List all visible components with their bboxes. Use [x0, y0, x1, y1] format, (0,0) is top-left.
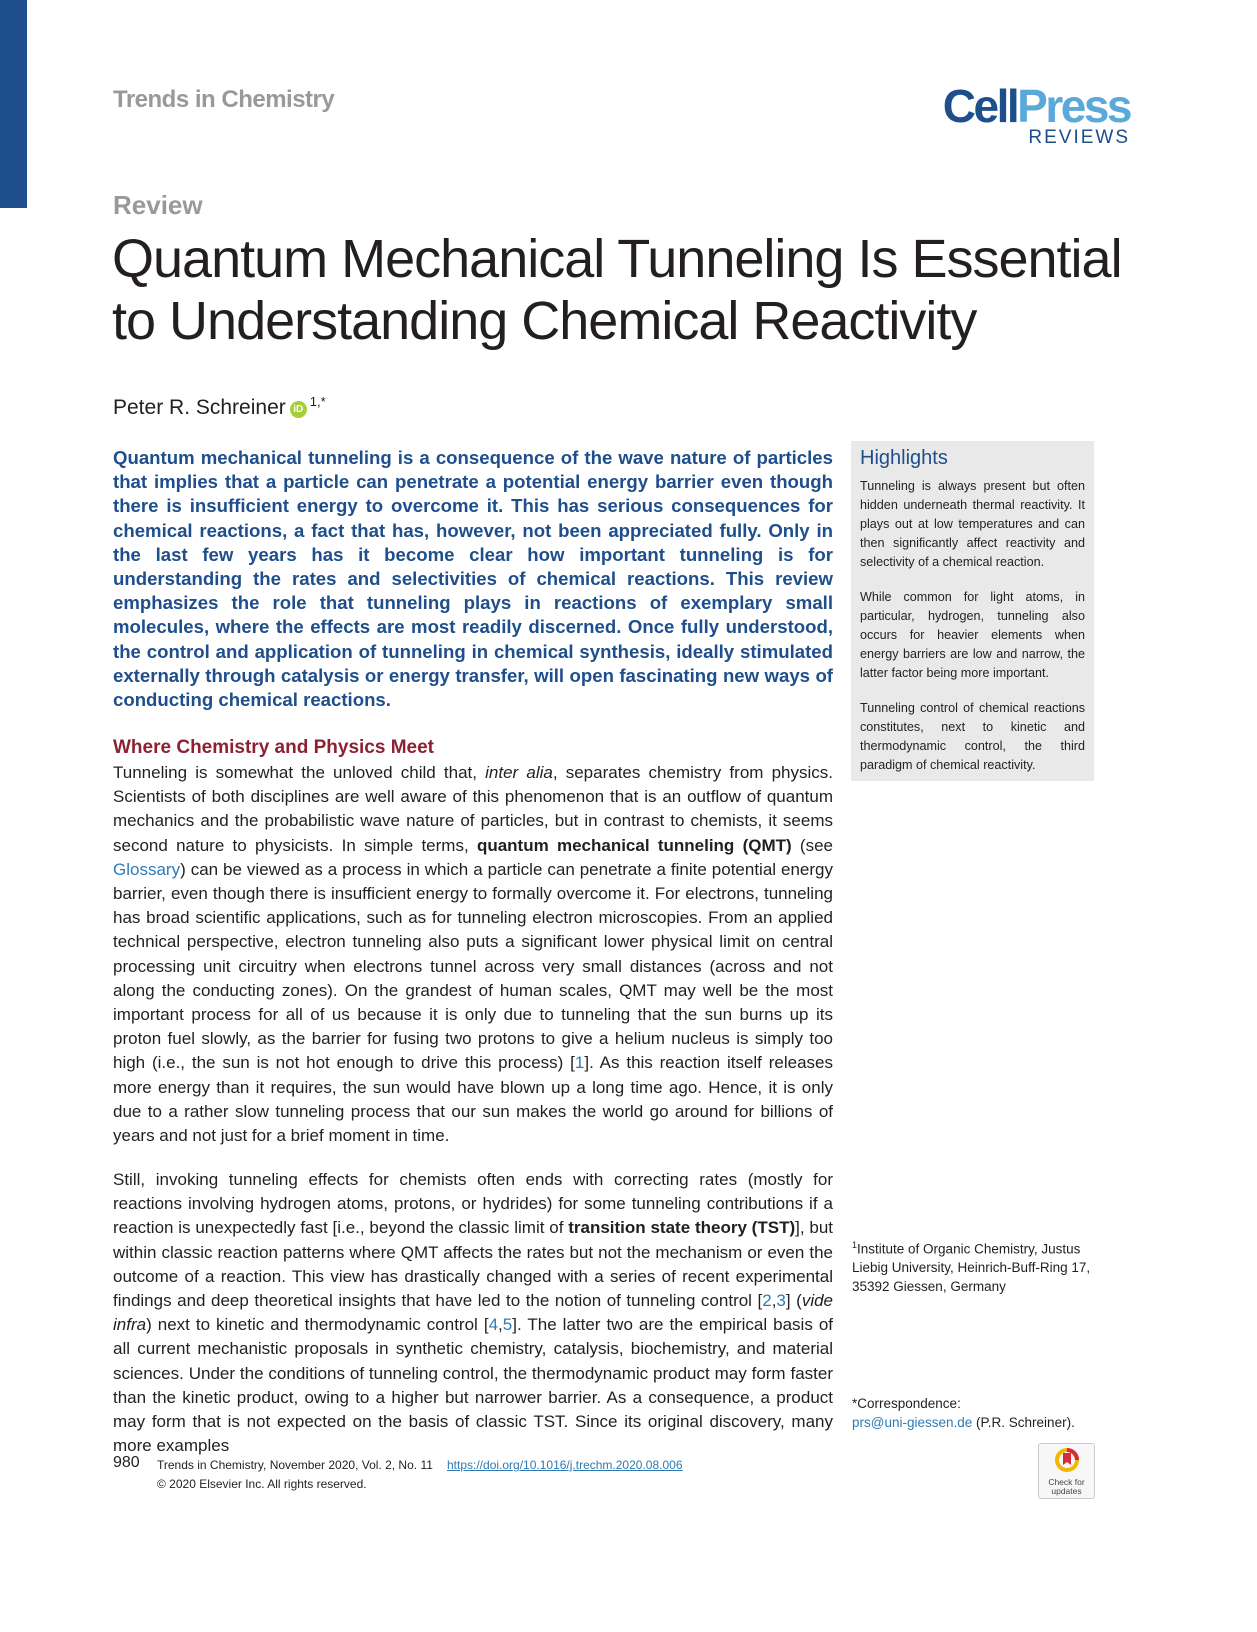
logo-press: Press: [1017, 80, 1130, 132]
author-line: [113, 394, 326, 420]
section-heading: Where Chemistry and Physics Meet: [113, 737, 434, 758]
doi-link[interactable]: https://doi.org/10.1016/j.trechm.2020.08.006: [447, 1458, 683, 1472]
glossary-link[interactable]: Glossary: [113, 859, 181, 879]
highlight-item: Tunneling is always present but often hidden underneath thermal reactivity. It plays out at low temperatures and can then significantly affect reactivity and selectivity of a chemical reaction.: [860, 479, 1085, 569]
correspondence-email-link[interactable]: prs@uni-giessen.de: [852, 1414, 973, 1430]
correspondence-label: *Correspondence:: [852, 1396, 961, 1411]
body-paragraph-1: Tunneling is somewhat the unloved child that, inter alia, separates chemistry from physics. Scientists of both disciplines are well aware of this phenomenon that is an outflow of quantum mechanics and the probabilistic wave nature of particles, but in contrast to chemists, it seems second nature to physicists. In simple terms, quantum mechanical tunneling (QMT) (see Glossary) can be viewed as a process in which a particle can penetrate a finite potential energy barrier, even though there is insufficient energy to formally overcome it. For electrons, tunneling has broad scientific applications, such as for tunneling electron microscopies. From an applied technical perspective, electron tunneling also puts a significant lower physical limit on central processing unit circuitry when electrons tunnel across very small distances (across and not along the conducting zones). On the grandest of human scales, QMT may well be the most important process for all of us because it is only due to tunneling that the sun burns up its proton fuel slowly, as the barrier for fusing two protons to give a helium nucleus is simply too high (i.e., the sun is not hot enough to drive this process) [1]. As this reaction itself releases more energy than it requires, the sun would have blown up a long time ago. Hence, it is only due to a rather slow tunneling process that our sun makes the world go around for billions of years and not just for a brief moment in time.: [113, 763, 834, 1146]
highlight-item: While common for light atoms, in particular, hydrogen, tunneling also occurs for heavier elements when energy barriers are low and narrow, the latter factor being more important.: [860, 590, 1085, 680]
journal-name: Trends in Chemistry: [113, 86, 335, 113]
affiliation: $^1$Institute of Organic Chemistry, Justus Liebig University, Heinrich-Buff-Ring 17, 35392 Giessen, Germany: [852, 1240, 1091, 1294]
journal-color-bar: [0, 0, 27, 208]
body-paragraph-2: Still, invoking tunneling effects for chemists often ends with correcting rates (mostly for reactions involving hydrogen atoms, protons, or hydrides) for some tunneling contributions if a reaction is unexpectedly fast [i.e., beyond the classic limit of transition state theory (TST)], but within classic reaction patterns where QMT affects the rates but not the mechanism or even the outcome of a reaction. This view has drastically changed with a series of recent experimental findings and deep theoretical insights that have led to the notion of tunneling control [2,3] (vide infra) next to kinetic and thermodynamic control [4,5]. The latter two are the empirical basis of all current mechanistic proposals in synthetic chemistry, catalysis, biochemistry, and material sciences. Under the conditions of tunneling control, the thermodynamic product may form faster than the kinetic product, owing to a higher but narrower barrier. As a consequence, a product may form that is not expected on the basis of classic TST. Since its original discovery, many more examples: [113, 1170, 833, 1456]
term-qmt: quantum mechanical tunneling (QMT): [476, 835, 792, 855]
author-name: Peter R. Schreiner: [113, 396, 286, 419]
ref-link-2[interactable]: 2: [762, 1291, 772, 1311]
check-updates-line1: Check for: [1048, 1477, 1085, 1487]
ref-link-1[interactable]: 1: [574, 1053, 585, 1073]
check-updates-line2: updates: [1051, 1486, 1082, 1496]
page-number: 980: [113, 1454, 140, 1471]
copyright: © 2020 Elsevier Inc. All rights reserved.: [157, 1477, 367, 1491]
article-title: Quantum Mechanical Tunneling Is Essential to Understanding Chemical Reactivity: [112, 229, 1122, 351]
check-updates-icon: [1054, 1447, 1080, 1473]
article-type: Review: [113, 190, 203, 220]
highlights-box: [851, 441, 1094, 781]
footer-citation: Trends in Chemistry, November 2020, Vol. 2, No. 11: [157, 1458, 433, 1472]
ref-link-5[interactable]: 5: [502, 1315, 513, 1335]
correspondence: *Correspondence: prs@uni-giessen.de (P.R. Schreiner).: [852, 1395, 1102, 1432]
highlight-item: Tunneling control of chemical reactions constitutes, next to kinetic and thermodynamic control, the third paradigm of chemical reactivity.: [860, 701, 1085, 772]
orcid-icon[interactable]: iD: [290, 401, 307, 418]
check-for-updates-button[interactable]: [1038, 1443, 1095, 1499]
logo-cell: Cell: [942, 80, 1018, 132]
logo-reviews: REVIEWS: [1028, 127, 1130, 148]
cellpress-logo: [930, 80, 1130, 148]
abstract: Quantum mechanical tunneling is a consequence of the wave nature of particles that implies that a particle can penetrate a potential energy barrier even though there is insufficient energy to overcome it. This has serious consequences for chemical reactions, a fact that has, however, not been appreciated fully. Only in the last few years has it become clear how important tunneling is for understanding the rates and selectivities of chemical reactions. This review emphasizes the role that tunneling plays in reactions of exemplary small molecules, where the effects are most readily discerned. Once fully understood, the control and application of tunneling in chemical synthesis, ideally stimulated externally through catalysis or energy transfer, will open fascinating new ways of conducting chemical reactions.: [113, 447, 833, 711]
term-tst: transition state theory (TST): [568, 1218, 796, 1238]
highlights-title: Highlights: [860, 447, 948, 469]
author-affiliation-marker: 1,*: [309, 394, 326, 409]
ref-link-4[interactable]: 4: [488, 1315, 499, 1335]
ref-link-3[interactable]: 3: [776, 1291, 786, 1311]
